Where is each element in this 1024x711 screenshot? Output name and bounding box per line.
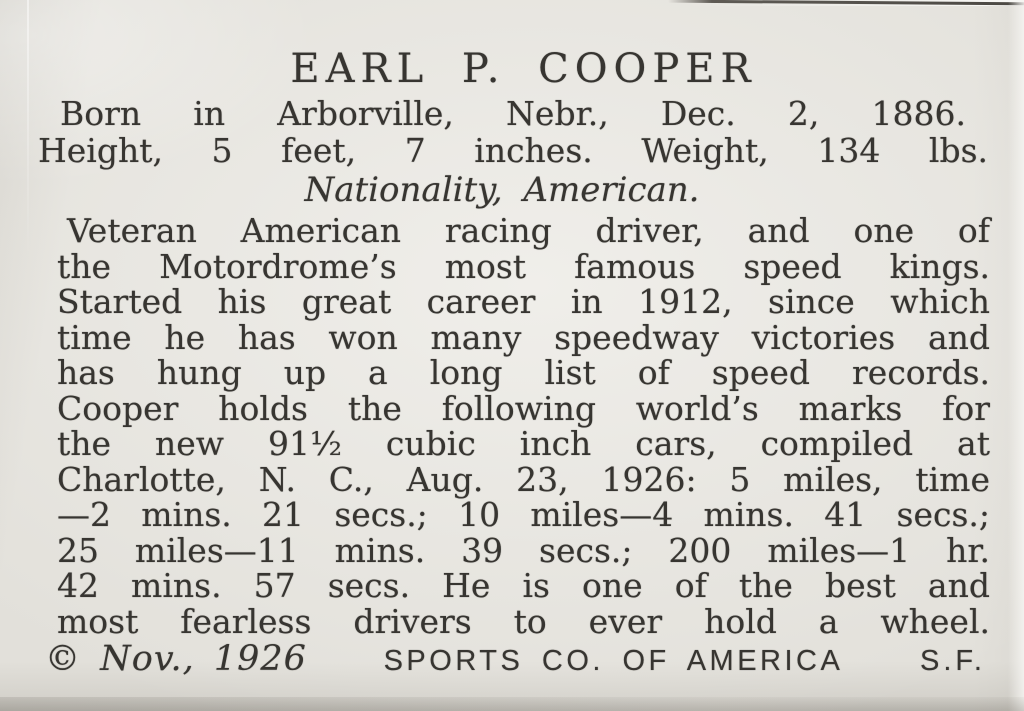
copyright-notice: © Nov., 1926 bbox=[45, 639, 307, 679]
body-line: most fearless drivers to ever hold a wheel. bbox=[57, 601, 990, 641]
nationality-line: Nationality, American. bbox=[304, 170, 700, 210]
bio-line-height-weight: Height, 5 feet, 7 inches. Weight, 134 lbs. bbox=[38, 131, 988, 170]
player-name-title: EARL P. COOPER bbox=[290, 46, 757, 92]
card-right-edge-highlight bbox=[1008, 0, 1024, 711]
publisher-city: S.F. bbox=[920, 645, 986, 677]
body-line: the Motordrome’s most famous speed kings. bbox=[57, 246, 990, 286]
bio-line-birth: Born in Arborville, Nebr., Dec. 2, 1886. bbox=[60, 94, 966, 133]
publisher-name: SPORTS CO. OF AMERICA bbox=[383, 645, 844, 677]
body-line: has hung up a long list of speed records. bbox=[57, 353, 990, 392]
body-line: time he has won many speedway victories and bbox=[57, 317, 990, 357]
card-footer bbox=[45, 639, 986, 679]
biography-paragraph bbox=[57, 213, 990, 639]
body-line: Veteran American racing driver, and one of bbox=[67, 211, 990, 250]
body-line: the new 91½ cubic inch cars, compiled at bbox=[57, 424, 990, 463]
body-line: —2 mins. 21 secs.; 10 miles—4 mins. 41 secs.; bbox=[57, 495, 990, 534]
card-bottom-shadow bbox=[0, 697, 1024, 711]
body-line: Cooper holds the following world’s marks for bbox=[57, 388, 990, 428]
body-line: 25 miles—11 mins. 39 secs.; 200 miles—1 hr. bbox=[57, 530, 990, 570]
paper-crease bbox=[27, 0, 29, 260]
body-line: Started his great career in 1912, since which bbox=[57, 282, 990, 321]
body-line: 42 mins. 57 secs. He is one of the best and bbox=[57, 566, 990, 605]
body-line: Charlotte, N. C., Aug. 23, 1926: 5 miles, time bbox=[57, 459, 990, 499]
